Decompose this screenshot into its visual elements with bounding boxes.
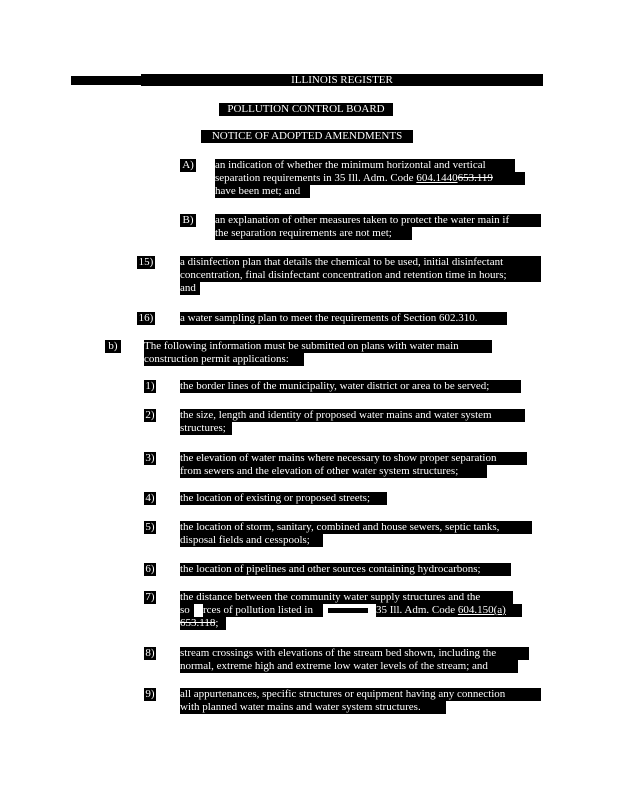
item-1-line-1: the border lines of the municipality, water district or area to be served; — [180, 380, 521, 393]
item-B-line-2: the separation requirements are not met; — [215, 227, 412, 240]
item-A-line-1: an indication of whether the minimum horizontal and vertical — [215, 159, 515, 172]
board-title: POLLUTION CONTROL BOARD — [219, 103, 393, 116]
item-9-line-2: with planned water mains and water system structures. — [180, 701, 446, 714]
item-A-line-2-text: separation requirements in 35 Ill. Adm. Code — [215, 172, 417, 184]
item-label-b: b) — [105, 340, 121, 353]
item-3-line-1: the elevation of water mains where necessary to show proper separation — [180, 452, 527, 465]
item-7-line-1: the distance between the community water supply structures and the — [180, 591, 513, 604]
deleted-citation-2: 653.118 — [180, 617, 216, 629]
item-5-line-1: the location of storm, sanitary, combined and house sewers, septic tanks, — [180, 521, 532, 534]
item-6-line-1: the location of pipelines and other sources containing hydrocarbons; — [180, 563, 511, 576]
item-15-line-2: concentration, final disinfectant concentration and retention time in hours; — [180, 269, 541, 282]
item-7-line-3: 653.118; — [180, 617, 226, 630]
inserted-citation-2: 604.150(a) — [457, 604, 506, 616]
item-7-line-2c — [376, 604, 522, 617]
register-title: ILLINOIS REGISTER — [141, 74, 543, 86]
item-label-9: 9) — [145, 688, 155, 700]
item-8-line-2: normal, extreme high and extreme low water levels of the stream; and — [180, 660, 518, 673]
item-7-line-2c-text: 35 Ill. Adm. Code — [376, 604, 458, 616]
item-b-line-2: construction permit applications: — [144, 353, 304, 366]
item-7-line-2a: so — [180, 604, 194, 617]
inserted-citation: 604.1440 — [416, 172, 458, 184]
item-A-line-3: have been met; and — [215, 185, 310, 198]
redaction-dash — [328, 608, 368, 613]
item-label-B: B) — [180, 214, 196, 227]
item-4-line-1: the location of existing or proposed streets; — [180, 492, 387, 505]
notice-title: NOTICE OF ADOPTED AMENDMENTS — [201, 130, 413, 143]
item-A-line-2 — [215, 172, 525, 185]
item-label-8: 8) — [145, 647, 155, 659]
item-5-line-2: disposal fields and cesspools; — [180, 534, 323, 547]
item-label-16: 16) — [138, 312, 154, 324]
item-label-1: 1) — [145, 380, 155, 392]
item-label-6: 6) — [145, 563, 155, 575]
deleted-citation: 653.119 — [457, 172, 493, 184]
header-rule-left — [71, 76, 141, 85]
item-B-line-1: an explanation of other measures taken to protect the water main if — [215, 214, 541, 227]
item-label-15: 15) — [138, 256, 154, 268]
item-15-line-1: a disinfection plan that details the chemical to be used, initial disinfectant — [180, 256, 541, 269]
item-label-7: 7) — [145, 591, 155, 603]
item-label-2: 2) — [145, 409, 155, 421]
item-15-line-3: and — [180, 282, 200, 295]
item-b-line-1: The following information must be submitted on plans with water main — [144, 340, 492, 353]
item-label-A: A) — [180, 159, 196, 172]
item-7-line-2b: rces of pollution listed in — [203, 604, 323, 617]
item-3-line-2: from sewers and the elevation of other water system structures; — [180, 465, 487, 478]
item-2-line-1: the size, length and identity of proposed water mains and water system — [180, 409, 525, 422]
item-9-line-1: all appurtenances, specific structures or equipment having any connection — [180, 688, 541, 701]
item-label-5: 5) — [145, 521, 155, 533]
item-8-line-1: stream crossings with elevations of the stream bed shown, including the — [180, 647, 529, 660]
item-label-4: 4) — [145, 492, 155, 504]
item-2-line-2: structures; — [180, 422, 232, 435]
item-16-line-1: a water sampling plan to meet the requirements of Section 602.310. — [180, 312, 507, 325]
item-label-3: 3) — [145, 452, 155, 464]
